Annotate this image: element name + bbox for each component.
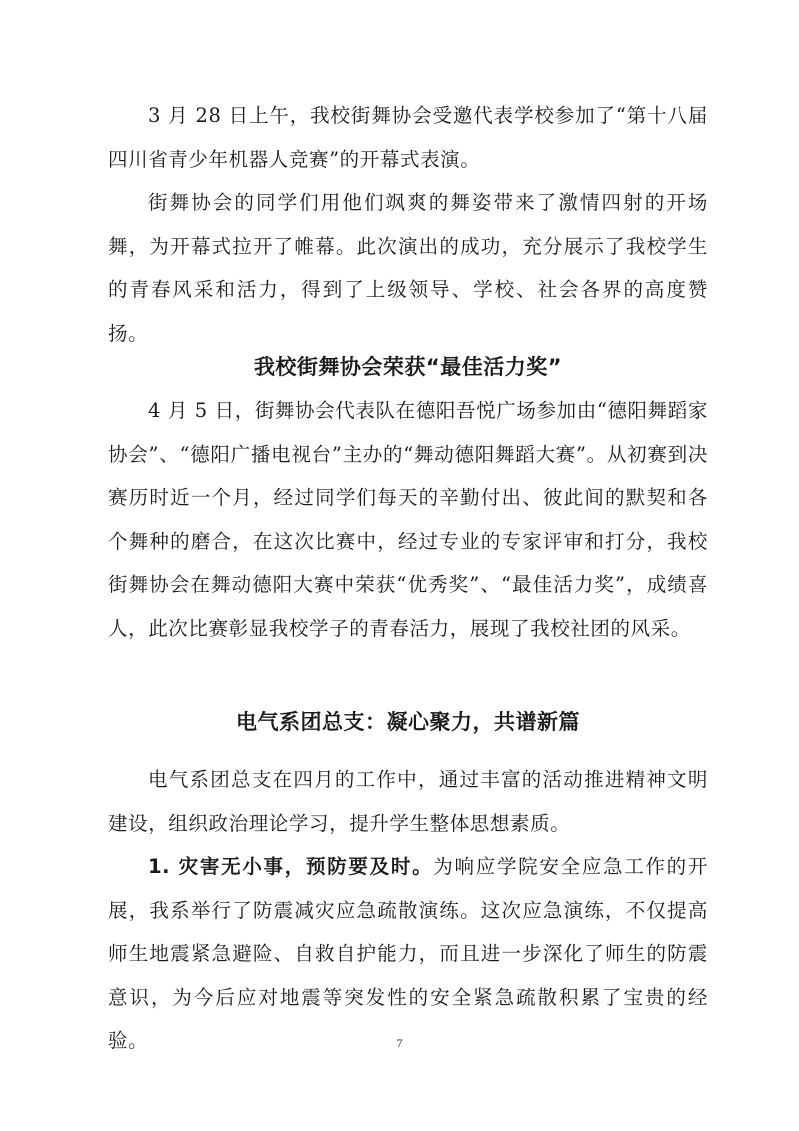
page-number: 7 <box>396 1036 403 1050</box>
article3-paragraph-2-body: 为响应学院安全应急工作的开展，我系举行了防震减灾应急疏散演练。这次应急演练，不仅提高师生地震紧急避险、自救自护能力，而且进一步深化了师生的防震意识，为今后应对地震等突发性的安全紧急疏散积累了宝贵的经验。 <box>108 855 708 1052</box>
article3-paragraph-1: 电气系团总支在四月的工作中，通过丰富的活动推进精神文明建设，组织政治理论学习，提升学生整体思想素质。 <box>108 768 708 835</box>
article2-paragraph-1: 4 月 5 日，街舞协会代表队在德阳吾悦广场参加由“德阳舞蹈家协会”、“德阳广播电视台”主办的“舞动德阳舞蹈大赛”。从初赛到决赛历时近一个月，经过同学们每天的辛勤付出、彼此间的默契和各个舞种的磨合，在这次比赛中，经过专业的专家评审和打分，我校街舞协会在舞动德阳大赛中荣获“优秀奖”、“最佳活力奖”，成绩喜人，此次比赛彰显我校学子的青春活力，展现了我校社团的风采。 <box>108 399 708 640</box>
article2-title: 我校街舞协会荣获“最佳活力奖” <box>253 355 563 379</box>
article1-paragraph-2: 街舞协会的同学们用他们飒爽的舞姿带来了激情四射的开场舞，为开幕式拉开了帷幕。此次演出的成功，充分展示了我校学生的青春风采和活力，得到了上级领导、学校、社会各界的高度赞扬。 <box>108 191 708 345</box>
article3-title: 电气系团总支：凝心聚力，共谱新篇 <box>236 710 580 734</box>
article3-paragraph-2-lead: 1. 灾害无小事，预防要及时。 <box>148 855 434 878</box>
article1-paragraph-1: 3 月 28 日上午，我校街舞协会受邀代表学校参加了“第十八届四川省青少年机器人竞赛”的开幕式表演。 <box>108 104 708 171</box>
article3-paragraph-2 <box>108 845 708 1063</box>
